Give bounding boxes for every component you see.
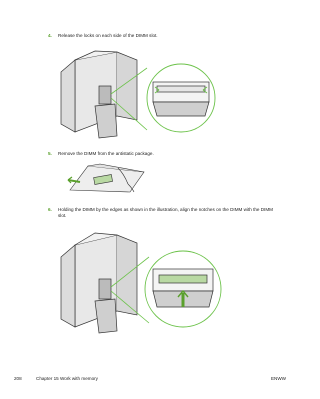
step-text: Holding the DIMM by the edges as shown in the illustration, align the notches on the DIMM with the DIMM slot. xyxy=(58,207,273,218)
step-number: 6. xyxy=(48,207,52,212)
step-text: Release the locks on each side of the DIMM slot. xyxy=(58,33,158,38)
step-5 xyxy=(48,151,273,157)
footer-brand: ENWW xyxy=(270,376,286,381)
chapter-title: Chapter 15 Work with memory xyxy=(36,376,98,381)
step-6 xyxy=(48,207,273,219)
step-4 xyxy=(48,33,273,39)
step-text: Remove the DIMM from the antistatic package. xyxy=(58,151,154,156)
printer-release-locks-illustration xyxy=(55,46,230,141)
step-number: 4. xyxy=(48,33,52,38)
printer-install-dimm-illustration xyxy=(55,227,230,335)
page-number: 208 xyxy=(14,376,22,381)
step-number: 5. xyxy=(48,151,52,156)
dimm-antistatic-package-illustration xyxy=(58,162,148,196)
